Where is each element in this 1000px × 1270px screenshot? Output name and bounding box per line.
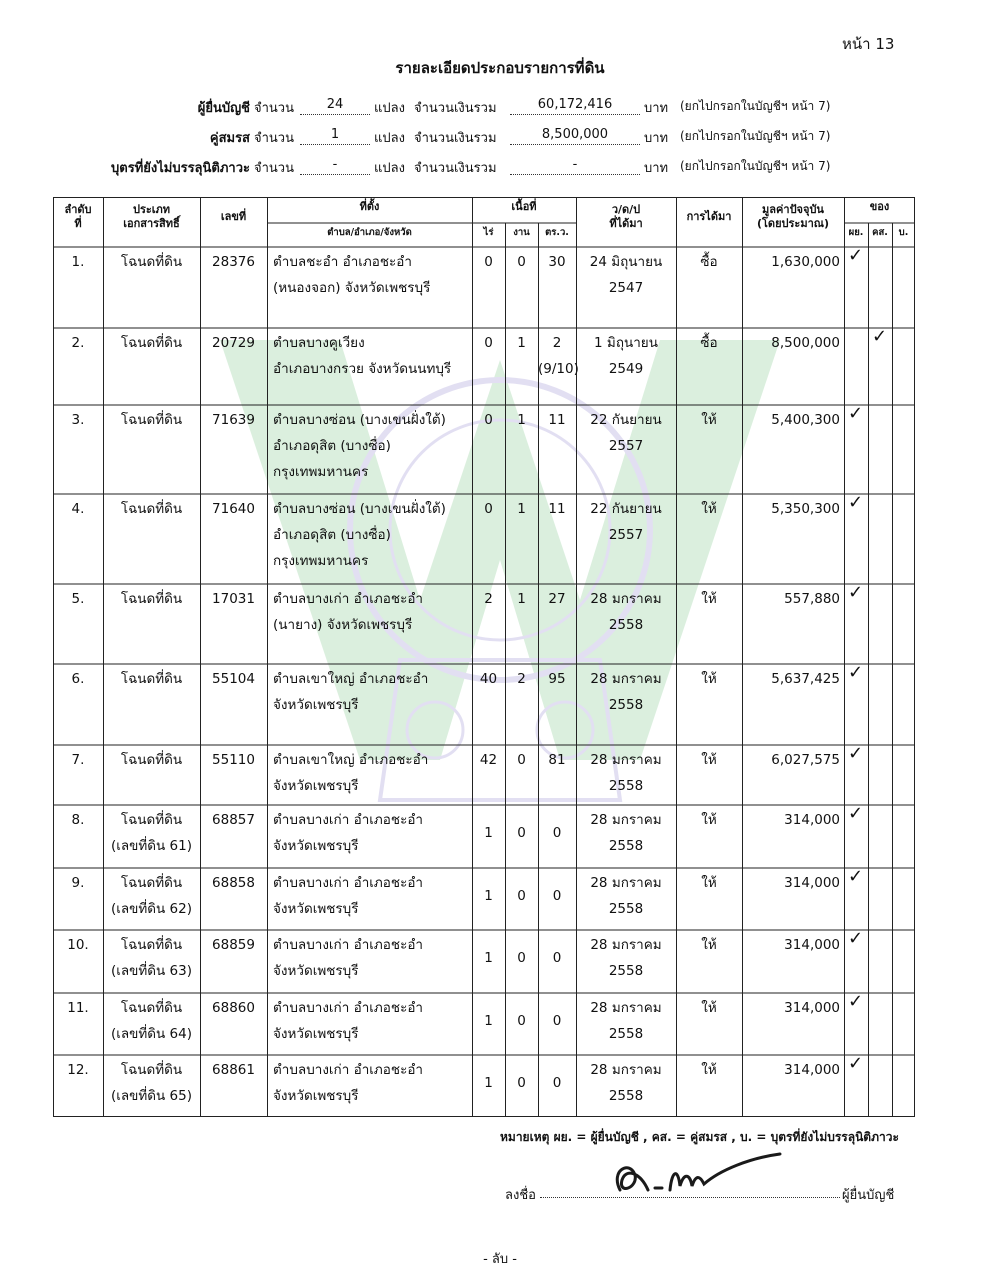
- header-date-line1: ว/ด/ป: [611, 203, 641, 216]
- check-mark-icon: ✓: [848, 743, 864, 764]
- cell-date: 2549: [608, 361, 644, 377]
- summary-count-label: จำนวน: [254, 101, 294, 116]
- cell-wa: 0: [552, 1075, 562, 1091]
- cell-rai: 1: [484, 950, 493, 966]
- header-date-line2: ที่ได้มา: [609, 217, 643, 230]
- header-owner: ของ: [869, 200, 890, 213]
- cell-acquired: ให้: [701, 671, 717, 687]
- cell-rai: 2: [484, 591, 493, 607]
- header-no-line1: ลำดับ: [64, 203, 92, 216]
- cell-acquired: ให้: [701, 812, 717, 828]
- summary-note: (ยกไปกรอกในบัญชีฯ หน้า 7): [680, 129, 831, 143]
- cell-no: 1.: [71, 254, 85, 270]
- cell-wa: (9/10): [538, 361, 579, 377]
- cell-ngan: 2: [517, 671, 526, 687]
- cell-no: 2.: [71, 335, 85, 351]
- check-mark-icon: ✓: [848, 245, 864, 266]
- cell-doc-type: โฉนดที่ดิน: [120, 335, 183, 351]
- cell-date: 28 มกราคม: [590, 812, 662, 828]
- cell-location: กรุงเทพมหานคร: [273, 464, 369, 480]
- cell-no: 3.: [71, 412, 85, 428]
- summary-currency: บาท: [644, 131, 669, 146]
- header-owner-spouse: คส.: [872, 227, 888, 238]
- cell-no: 9.: [71, 875, 85, 891]
- cell-doc-type: โฉนดที่ดิน: [120, 671, 183, 687]
- cell-rai: 1: [484, 825, 493, 841]
- cell-location: ตำบลเขาใหญ่ อำเภอชะอำ: [273, 671, 429, 687]
- cell-no: 6.: [71, 671, 85, 687]
- cell-ngan: 1: [517, 591, 526, 607]
- summary-count: 1: [300, 127, 370, 145]
- cell-location: อำเภอดุสิต (บางซื่อ): [273, 438, 391, 454]
- cell-date: 1 มิถุนายน: [594, 335, 658, 351]
- cell-acquired: ให้: [701, 591, 717, 607]
- cell-number: 20729: [212, 335, 255, 351]
- signature-role: ผู้ยื่นบัญชี: [842, 1188, 895, 1203]
- cell-rai: 1: [484, 1075, 493, 1091]
- cell-wa: 95: [548, 671, 566, 687]
- cell-number: 68858: [212, 875, 255, 891]
- cell-doc-type: (เลขที่ดิน 61): [110, 838, 192, 854]
- cell-location: อำเภอดุสิต (บางซื่อ): [273, 527, 391, 543]
- header-doc-type-line2: เอกสารสิทธิ์: [123, 217, 180, 230]
- cell-value: 314,000: [784, 812, 840, 828]
- summary-unit: แปลง: [374, 101, 405, 116]
- header-number: เลขที่: [220, 210, 247, 223]
- cell-wa: 0: [552, 888, 562, 904]
- cell-date: 28 มกราคม: [590, 937, 662, 953]
- cell-doc-type: โฉนดที่ดิน: [120, 812, 183, 828]
- cell-rai: 1: [484, 1013, 493, 1029]
- summary-total: 60,172,416: [510, 97, 640, 115]
- summary-count-label: จำนวน: [254, 161, 294, 176]
- cell-value: 314,000: [784, 1062, 840, 1078]
- cell-number: 55110: [212, 752, 255, 768]
- cell-no: 5.: [71, 591, 85, 607]
- cell-number: 28376: [212, 254, 255, 270]
- cell-acquired: ให้: [701, 875, 717, 891]
- cell-rai: 40: [479, 671, 498, 687]
- cell-value: 8,500,000: [771, 335, 840, 351]
- cell-location: อำเภอบางกรวย จังหวัดนนทบุรี: [273, 361, 452, 377]
- check-mark-icon: ✓: [848, 803, 864, 824]
- document-title: รายละเอียดประกอบรายการที่ดิน: [395, 59, 605, 77]
- cell-doc-type: โฉนดที่ดิน: [120, 412, 183, 428]
- cell-doc-type: โฉนดที่ดิน: [120, 752, 183, 768]
- header-value-line1: มูลค่าปัจจุบัน: [762, 203, 824, 216]
- cell-rai: 1: [484, 888, 493, 904]
- header-date: [576, 203, 676, 231]
- cell-wa: 0: [552, 1013, 562, 1029]
- cell-acquired: ให้: [701, 1062, 717, 1078]
- summary-currency: บาท: [644, 161, 669, 176]
- summary-who: บุตรที่ยังไม่บรรลุนิติภาวะ: [111, 161, 250, 176]
- cell-location: จังหวัดเพชรบุรี: [273, 901, 359, 917]
- cell-date: 28 มกราคม: [590, 671, 662, 687]
- cell-ngan: 0: [517, 1075, 526, 1091]
- check-mark-icon: ✓: [848, 928, 864, 949]
- summary-total: -: [510, 157, 640, 175]
- cell-date: 2558: [608, 838, 644, 854]
- cell-wa: 0: [552, 950, 562, 966]
- cell-ngan: 0: [517, 888, 526, 904]
- cell-date: 28 มกราคม: [590, 1062, 662, 1078]
- cell-ngan: 1: [517, 335, 526, 351]
- cell-value: 5,350,300: [771, 501, 840, 517]
- cell-location: จังหวัดเพชรบุรี: [273, 838, 359, 854]
- legend-note: หมายเหตุ ผย. = ผู้ยื่นบัญชี , คส. = คู่สมรส , บ. = บุตรที่ยังไม่บรรลุนิติภาวะ: [500, 1130, 899, 1144]
- summary-total-label: จำนวนเงินรวม: [414, 131, 497, 146]
- check-mark-icon: ✓: [848, 403, 864, 424]
- cell-date: 2557: [608, 438, 644, 454]
- cell-date: 22 กันยายน: [590, 501, 662, 517]
- cell-doc-type: (เลขที่ดิน 64): [110, 1026, 192, 1042]
- cell-location: จังหวัดเพชรบุรี: [273, 778, 359, 794]
- summary-total-label: จำนวนเงินรวม: [414, 101, 497, 116]
- cell-doc-type: โฉนดที่ดิน: [120, 591, 183, 607]
- cell-date: 28 มกราคม: [590, 591, 662, 607]
- cell-ngan: 1: [517, 412, 526, 428]
- cell-location: จังหวัดเพชรบุรี: [273, 1026, 359, 1042]
- cell-no: 4.: [71, 501, 85, 517]
- cell-number: 55104: [212, 671, 255, 687]
- cell-number: 68857: [212, 812, 255, 828]
- cell-date: 22 กันยายน: [590, 412, 662, 428]
- cell-wa: 27: [548, 591, 566, 607]
- header-location-sub: ตำบล/อำเภอ/จังหวัด: [327, 227, 412, 238]
- summary-note: (ยกไปกรอกในบัญชีฯ หน้า 7): [680, 159, 831, 173]
- cell-location: ตำบลบางคูเวียง: [273, 335, 365, 351]
- cell-value: 5,637,425: [771, 671, 840, 687]
- cell-acquired: ให้: [701, 412, 717, 428]
- cell-no: 7.: [71, 752, 85, 768]
- cell-date: 2547: [608, 280, 644, 296]
- summary-total-label: จำนวนเงินรวม: [414, 161, 497, 176]
- cell-no: 11.: [67, 1000, 89, 1016]
- header-doc-type-line1: ประเภท: [132, 203, 171, 216]
- header-doc-type: [103, 203, 200, 231]
- cell-date: 2557: [608, 527, 644, 543]
- cell-ngan: 1: [517, 501, 526, 517]
- summary-row-filer: [0, 97, 1000, 119]
- cell-value: 557,880: [784, 591, 840, 607]
- cell-location: ตำบลบางเก่า อำเภอชะอำ: [273, 1000, 424, 1016]
- cell-date: 28 มกราคม: [590, 1000, 662, 1016]
- cell-wa: 30: [548, 254, 566, 270]
- cell-location: ตำบลบางซ่อน (บางเขนฝั่งใต้): [273, 412, 446, 428]
- confidential-footer: - ลับ -: [483, 1252, 517, 1267]
- cell-location: ตำบลบางเก่า อำเภอชะอำ: [273, 591, 424, 607]
- cell-ngan: 0: [517, 752, 526, 768]
- cell-number: 68860: [212, 1000, 255, 1016]
- cell-rai: 42: [479, 752, 498, 768]
- summary-who: ผู้ยื่นบัญชี: [197, 101, 250, 116]
- header-value: [742, 203, 844, 231]
- cell-location: ตำบลบางเก่า อำเภอชะอำ: [273, 875, 424, 891]
- cell-location: ตำบลชะอำ อำเภอชะอำ: [273, 254, 412, 270]
- cell-ngan: 0: [517, 950, 526, 966]
- header-acquired: การได้มา: [686, 210, 732, 223]
- cell-number: 71640: [212, 501, 255, 517]
- cell-rai: 0: [484, 501, 493, 517]
- cell-ngan: 0: [517, 825, 526, 841]
- check-mark-icon: ✓: [848, 582, 864, 603]
- cell-date: 2558: [608, 697, 644, 713]
- cell-ngan: 0: [517, 1013, 526, 1029]
- check-mark-icon: ✓: [848, 1053, 864, 1074]
- cell-doc-type: (เลขที่ดิน 63): [110, 963, 192, 979]
- cell-rai: 0: [484, 254, 493, 270]
- summary-unit: แปลง: [374, 131, 405, 146]
- cell-acquired: ซื้อ: [700, 254, 718, 270]
- cell-doc-type: โฉนดที่ดิน: [120, 937, 183, 953]
- cell-rai: 0: [484, 335, 493, 351]
- summary-count-label: จำนวน: [254, 131, 294, 146]
- check-mark-icon: ✓: [848, 662, 864, 683]
- cell-date: 2558: [608, 1088, 644, 1104]
- cell-date: 2558: [608, 778, 644, 794]
- cell-number: 68859: [212, 937, 255, 953]
- header-wa: ตร.ว.: [545, 227, 569, 238]
- signature-label: ลงชื่อ: [505, 1188, 536, 1203]
- cell-location: ตำบลบางเก่า อำเภอชะอำ: [273, 812, 424, 828]
- header-ngan: งาน: [513, 227, 530, 238]
- cell-rai: 0: [484, 412, 493, 428]
- cell-value: 1,630,000: [771, 254, 840, 270]
- summary-currency: บาท: [644, 101, 669, 116]
- cell-location: ตำบลบางเก่า อำเภอชะอำ: [273, 1062, 424, 1078]
- cell-date: 2558: [608, 617, 644, 633]
- cell-ngan: 0: [517, 254, 526, 270]
- header-rai: ไร่: [483, 227, 494, 238]
- cell-date: 2558: [608, 963, 644, 979]
- cell-number: 17031: [212, 591, 255, 607]
- header-owner-child: บ.: [898, 227, 909, 238]
- cell-date: 28 มกราคม: [590, 752, 662, 768]
- check-mark-icon: ✓: [848, 492, 864, 513]
- cell-doc-type: โฉนดที่ดิน: [120, 1062, 183, 1078]
- signature-image: [600, 1150, 790, 1205]
- cell-value: 314,000: [784, 875, 840, 891]
- cell-wa: 11: [548, 412, 566, 428]
- cell-location: ตำบลบางเก่า อำเภอชะอำ: [273, 937, 424, 953]
- cell-value: 314,000: [784, 937, 840, 953]
- cell-date: 24 มิถุนายน: [589, 254, 663, 270]
- summary-who: คู่สมรส: [209, 131, 250, 146]
- cell-number: 68861: [212, 1062, 255, 1078]
- cell-acquired: ให้: [701, 1000, 717, 1016]
- cell-date: 2558: [608, 901, 644, 917]
- cell-doc-type: โฉนดที่ดิน: [120, 254, 183, 270]
- summary-count: -: [300, 157, 370, 175]
- header-owner-self: ผย.: [848, 227, 864, 238]
- header-location: ที่ตั้ง: [359, 200, 380, 213]
- header-no: [53, 203, 103, 231]
- header-value-line2: (โดยประมาณ): [757, 217, 829, 230]
- cell-acquired: ให้: [701, 937, 717, 953]
- cell-wa: 0: [552, 825, 562, 841]
- cell-doc-type: (เลขที่ดิน 62): [110, 901, 192, 917]
- cell-date: 2558: [608, 1026, 644, 1042]
- summary-row-spouse: [0, 127, 1000, 149]
- cell-location: ตำบลเขาใหญ่ อำเภอชะอำ: [273, 752, 429, 768]
- summary-unit: แปลง: [374, 161, 405, 176]
- cell-location: กรุงเทพมหานคร: [273, 553, 369, 569]
- cell-no: 12.: [67, 1062, 89, 1078]
- cell-location: ตำบลบางซ่อน (บางเขนฝั่งใต้): [273, 501, 446, 517]
- cell-wa: 11: [548, 501, 566, 517]
- cell-location: จังหวัดเพชรบุรี: [273, 1088, 359, 1104]
- cell-location: จังหวัดเพชรบุรี: [273, 697, 359, 713]
- cell-value: 314,000: [784, 1000, 840, 1016]
- cell-wa: 2: [552, 335, 562, 351]
- cell-acquired: ซื้อ: [700, 335, 718, 351]
- cell-value: 6,027,575: [771, 752, 840, 768]
- cell-doc-type: โฉนดที่ดิน: [120, 1000, 183, 1016]
- page-number: หน้า 13: [842, 35, 895, 53]
- cell-value: 5,400,300: [771, 412, 840, 428]
- cell-number: 71639: [212, 412, 255, 428]
- check-mark-icon: ✓: [848, 991, 864, 1012]
- cell-location: (นายาง) จังหวัดเพชรบุรี: [273, 617, 413, 633]
- cell-doc-type: โฉนดที่ดิน: [120, 875, 183, 891]
- cell-acquired: ให้: [701, 752, 717, 768]
- land-table: [53, 197, 915, 1117]
- check-mark-icon: ✓: [872, 326, 888, 347]
- summary-row-child: [0, 157, 1000, 179]
- cell-date: 28 มกราคม: [590, 875, 662, 891]
- summary-count: 24: [300, 97, 370, 115]
- summary-total: 8,500,000: [510, 127, 640, 145]
- header-no-line2: ที่: [74, 217, 82, 230]
- cell-no: 10.: [67, 937, 89, 953]
- cell-location: จังหวัดเพชรบุรี: [273, 963, 359, 979]
- summary-note: (ยกไปกรอกในบัญชีฯ หน้า 7): [680, 99, 831, 113]
- cell-location: (หนองจอก) จังหวัดเพชรบุรี: [273, 280, 431, 296]
- cell-wa: 81: [548, 752, 566, 768]
- header-area: เนื้อที่: [511, 200, 537, 213]
- check-mark-icon: ✓: [848, 866, 864, 887]
- cell-doc-type: (เลขที่ดิน 65): [110, 1088, 192, 1104]
- cell-acquired: ให้: [701, 501, 717, 517]
- cell-doc-type: โฉนดที่ดิน: [120, 501, 183, 517]
- cell-no: 8.: [71, 812, 85, 828]
